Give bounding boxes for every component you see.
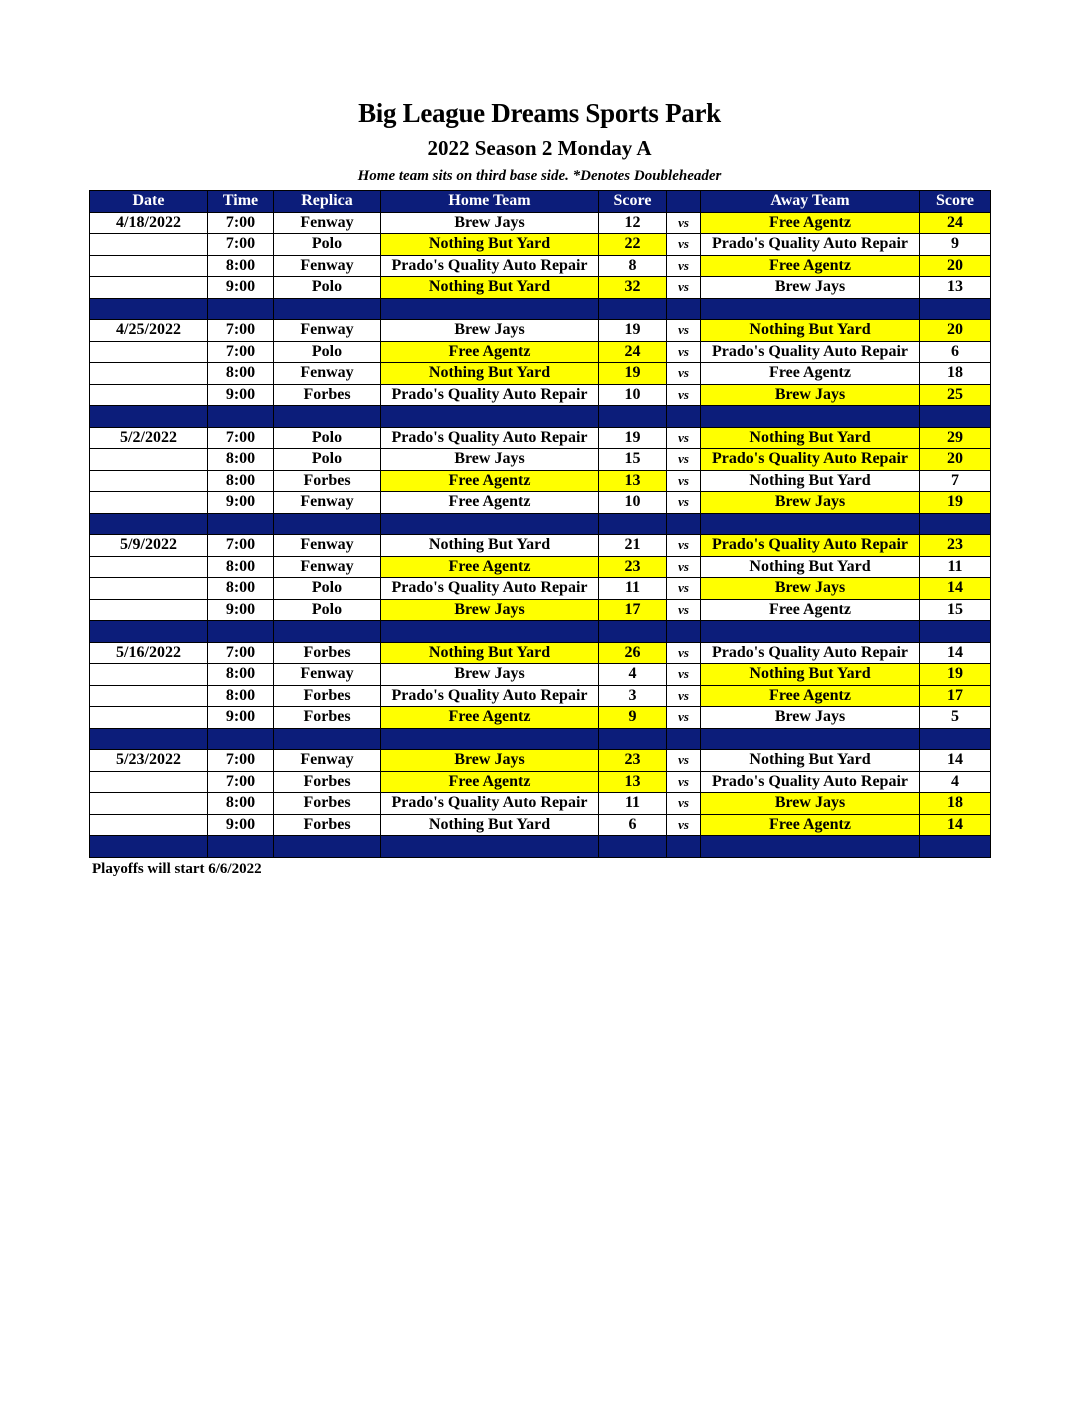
game-time: 7:00 xyxy=(208,535,274,557)
game-row xyxy=(90,320,991,342)
col-header-away-team: Away Team xyxy=(701,191,920,213)
vs-label: vs xyxy=(667,578,701,600)
game-row xyxy=(90,492,991,514)
home-score: 9 xyxy=(599,707,667,729)
away-team: Brew Jays xyxy=(701,492,920,514)
game-field: Polo xyxy=(274,277,381,299)
separator-cell xyxy=(599,621,667,643)
separator-cell xyxy=(90,513,208,535)
separator-cell xyxy=(90,406,208,428)
home-score: 12 xyxy=(599,212,667,234)
home-score: 22 xyxy=(599,234,667,256)
game-date xyxy=(90,255,208,277)
separator-cell xyxy=(274,621,381,643)
game-field: Polo xyxy=(274,234,381,256)
game-time: 9:00 xyxy=(208,814,274,836)
vs-label: vs xyxy=(667,320,701,342)
vs-label: vs xyxy=(667,771,701,793)
home-score: 10 xyxy=(599,384,667,406)
col-header-time: Time xyxy=(208,191,274,213)
game-time: 8:00 xyxy=(208,685,274,707)
separator-cell xyxy=(920,836,991,858)
away-team: Prado's Quality Auto Repair xyxy=(701,642,920,664)
away-team: Prado's Quality Auto Repair xyxy=(701,771,920,793)
separator-cell xyxy=(667,406,701,428)
game-field: Polo xyxy=(274,578,381,600)
col-header-away-score: Score xyxy=(920,191,991,213)
home-score: 19 xyxy=(599,363,667,385)
away-team: Brew Jays xyxy=(701,707,920,729)
away-team: Nothing But Yard xyxy=(701,664,920,686)
game-row xyxy=(90,341,991,363)
separator-cell xyxy=(208,513,274,535)
game-row xyxy=(90,664,991,686)
game-row xyxy=(90,470,991,492)
home-team: Free Agentz xyxy=(381,556,599,578)
vs-label: vs xyxy=(667,212,701,234)
game-time: 9:00 xyxy=(208,384,274,406)
home-score: 19 xyxy=(599,320,667,342)
vs-label: vs xyxy=(667,255,701,277)
home-team: Nothing But Yard xyxy=(381,642,599,664)
away-score: 7 xyxy=(920,470,991,492)
schedule-note: Home team sits on third base side. *Denotes Doubleheader xyxy=(357,168,722,184)
home-score: 10 xyxy=(599,492,667,514)
separator-cell xyxy=(920,298,991,320)
game-time: 8:00 xyxy=(208,578,274,600)
home-score: 26 xyxy=(599,642,667,664)
page-subtitle: 2022 Season 2 Monday A xyxy=(427,136,652,160)
separator-cell xyxy=(208,836,274,858)
game-row xyxy=(90,449,991,471)
home-team: Brew Jays xyxy=(381,750,599,772)
game-field: Forbes xyxy=(274,793,381,815)
game-field: Fenway xyxy=(274,255,381,277)
separator-cell xyxy=(381,406,599,428)
away-team: Prado's Quality Auto Repair xyxy=(701,341,920,363)
home-score: 15 xyxy=(599,449,667,471)
away-team: Brew Jays xyxy=(701,277,920,299)
game-row xyxy=(90,255,991,277)
page-title: Big League Dreams Sports Park xyxy=(358,98,721,128)
vs-label: vs xyxy=(667,384,701,406)
away-team: Brew Jays xyxy=(701,793,920,815)
col-header-home-score: Score xyxy=(599,191,667,213)
home-team: Brew Jays xyxy=(381,599,599,621)
away-team: Nothing But Yard xyxy=(701,750,920,772)
separator-cell xyxy=(920,621,991,643)
game-field: Fenway xyxy=(274,212,381,234)
separator-cell xyxy=(90,298,208,320)
vs-label: vs xyxy=(667,363,701,385)
week-separator xyxy=(90,513,991,535)
home-team: Brew Jays xyxy=(381,320,599,342)
week-separator xyxy=(90,406,991,428)
week-separator xyxy=(90,728,991,750)
game-field: Forbes xyxy=(274,707,381,729)
game-time: 7:00 xyxy=(208,642,274,664)
home-team: Prado's Quality Auto Repair xyxy=(381,793,599,815)
game-row xyxy=(90,384,991,406)
game-field: Fenway xyxy=(274,492,381,514)
game-date: 4/25/2022 xyxy=(90,320,208,342)
away-team: Nothing But Yard xyxy=(701,470,920,492)
home-score: 17 xyxy=(599,599,667,621)
away-score: 5 xyxy=(920,707,991,729)
away-score: 20 xyxy=(920,320,991,342)
home-score: 23 xyxy=(599,556,667,578)
away-team: Free Agentz xyxy=(701,212,920,234)
separator-cell xyxy=(701,836,920,858)
header-row xyxy=(90,191,991,213)
game-date: 5/16/2022 xyxy=(90,642,208,664)
game-date xyxy=(90,664,208,686)
col-header-vs xyxy=(667,191,701,213)
vs-label: vs xyxy=(667,814,701,836)
separator-cell xyxy=(920,406,991,428)
schedule-table xyxy=(89,190,991,858)
away-team: Free Agentz xyxy=(701,255,920,277)
game-row xyxy=(90,707,991,729)
away-team: Nothing But Yard xyxy=(701,427,920,449)
away-score: 13 xyxy=(920,277,991,299)
home-team: Brew Jays xyxy=(381,664,599,686)
home-team: Prado's Quality Auto Repair xyxy=(381,255,599,277)
home-score: 19 xyxy=(599,427,667,449)
home-team: Nothing But Yard xyxy=(381,277,599,299)
separator-cell xyxy=(920,513,991,535)
home-score: 13 xyxy=(599,470,667,492)
separator-cell xyxy=(667,728,701,750)
home-team: Free Agentz xyxy=(381,771,599,793)
game-field: Fenway xyxy=(274,363,381,385)
separator-cell xyxy=(274,728,381,750)
separator-cell xyxy=(208,298,274,320)
game-row xyxy=(90,212,991,234)
game-field: Forbes xyxy=(274,642,381,664)
separator-cell xyxy=(599,513,667,535)
away-team: Brew Jays xyxy=(701,578,920,600)
game-field: Forbes xyxy=(274,685,381,707)
game-row xyxy=(90,556,991,578)
away-team: Prado's Quality Auto Repair xyxy=(701,234,920,256)
away-team: Nothing But Yard xyxy=(701,320,920,342)
separator-cell xyxy=(701,298,920,320)
away-score: 20 xyxy=(920,449,991,471)
game-time: 8:00 xyxy=(208,470,274,492)
away-score: 29 xyxy=(920,427,991,449)
week-separator xyxy=(90,621,991,643)
home-score: 4 xyxy=(599,664,667,686)
separator-cell xyxy=(274,298,381,320)
game-row xyxy=(90,277,991,299)
away-score: 24 xyxy=(920,212,991,234)
separator-cell xyxy=(599,298,667,320)
separator-cell xyxy=(701,728,920,750)
separator-cell xyxy=(381,836,599,858)
away-team: Nothing But Yard xyxy=(701,556,920,578)
separator-cell xyxy=(701,406,920,428)
away-team: Free Agentz xyxy=(701,685,920,707)
home-score: 3 xyxy=(599,685,667,707)
game-time: 9:00 xyxy=(208,707,274,729)
separator-cell xyxy=(920,728,991,750)
home-score: 11 xyxy=(599,578,667,600)
home-score: 8 xyxy=(599,255,667,277)
vs-label: vs xyxy=(667,685,701,707)
game-date xyxy=(90,341,208,363)
away-score: 6 xyxy=(920,341,991,363)
game-row xyxy=(90,599,991,621)
col-header-home-team: Home Team xyxy=(381,191,599,213)
separator-cell xyxy=(90,836,208,858)
vs-label: vs xyxy=(667,535,701,557)
home-team: Prado's Quality Auto Repair xyxy=(381,384,599,406)
separator-cell xyxy=(90,728,208,750)
game-date xyxy=(90,556,208,578)
away-team: Prado's Quality Auto Repair xyxy=(701,449,920,471)
game-field: Forbes xyxy=(274,771,381,793)
away-score: 14 xyxy=(920,750,991,772)
col-header-replica: Replica xyxy=(274,191,381,213)
game-field: Polo xyxy=(274,449,381,471)
game-time: 7:00 xyxy=(208,771,274,793)
game-time: 8:00 xyxy=(208,449,274,471)
home-team: Prado's Quality Auto Repair xyxy=(381,578,599,600)
game-time: 7:00 xyxy=(208,320,274,342)
home-score: 6 xyxy=(599,814,667,836)
away-score: 25 xyxy=(920,384,991,406)
home-team: Free Agentz xyxy=(381,341,599,363)
vs-label: vs xyxy=(667,427,701,449)
away-score: 20 xyxy=(920,255,991,277)
separator-cell xyxy=(381,513,599,535)
home-team: Free Agentz xyxy=(381,707,599,729)
away-score: 19 xyxy=(920,492,991,514)
away-score: 11 xyxy=(920,556,991,578)
home-team: Prado's Quality Auto Repair xyxy=(381,685,599,707)
separator-cell xyxy=(381,621,599,643)
game-row xyxy=(90,750,991,772)
separator-cell xyxy=(381,728,599,750)
home-team: Nothing But Yard xyxy=(381,814,599,836)
away-score: 19 xyxy=(920,664,991,686)
away-score: 17 xyxy=(920,685,991,707)
game-date: 4/18/2022 xyxy=(90,212,208,234)
game-time: 7:00 xyxy=(208,234,274,256)
home-team: Brew Jays xyxy=(381,449,599,471)
game-time: 9:00 xyxy=(208,599,274,621)
away-team: Free Agentz xyxy=(701,599,920,621)
schedule-body xyxy=(90,212,991,857)
game-date xyxy=(90,492,208,514)
away-score: 4 xyxy=(920,771,991,793)
vs-label: vs xyxy=(667,492,701,514)
game-row xyxy=(90,234,991,256)
vs-label: vs xyxy=(667,664,701,686)
vs-label: vs xyxy=(667,470,701,492)
game-date xyxy=(90,578,208,600)
game-field: Fenway xyxy=(274,750,381,772)
separator-cell xyxy=(701,513,920,535)
away-score: 14 xyxy=(920,642,991,664)
away-score: 9 xyxy=(920,234,991,256)
home-score: 24 xyxy=(599,341,667,363)
game-date xyxy=(90,814,208,836)
game-time: 7:00 xyxy=(208,427,274,449)
game-row xyxy=(90,642,991,664)
game-date xyxy=(90,470,208,492)
away-score: 15 xyxy=(920,599,991,621)
week-separator xyxy=(90,298,991,320)
separator-cell xyxy=(667,298,701,320)
game-row xyxy=(90,814,991,836)
game-field: Forbes xyxy=(274,814,381,836)
separator-cell xyxy=(599,836,667,858)
separator-cell xyxy=(90,621,208,643)
game-row xyxy=(90,685,991,707)
game-time: 8:00 xyxy=(208,255,274,277)
game-date xyxy=(90,599,208,621)
vs-label: vs xyxy=(667,599,701,621)
home-team: Free Agentz xyxy=(381,492,599,514)
game-time: 8:00 xyxy=(208,556,274,578)
game-field: Fenway xyxy=(274,535,381,557)
game-field: Polo xyxy=(274,427,381,449)
game-time: 7:00 xyxy=(208,212,274,234)
game-row xyxy=(90,578,991,600)
separator-cell xyxy=(667,513,701,535)
game-date xyxy=(90,685,208,707)
vs-label: vs xyxy=(667,277,701,299)
game-date xyxy=(90,384,208,406)
game-field: Fenway xyxy=(274,556,381,578)
vs-label: vs xyxy=(667,234,701,256)
away-score: 14 xyxy=(920,578,991,600)
home-team: Prado's Quality Auto Repair xyxy=(381,427,599,449)
home-score: 23 xyxy=(599,750,667,772)
game-row xyxy=(90,363,991,385)
col-header-date: Date xyxy=(90,191,208,213)
away-team: Prado's Quality Auto Repair xyxy=(701,535,920,557)
playoffs-note: Playoffs will start 6/6/2022 xyxy=(92,861,262,877)
game-time: 8:00 xyxy=(208,793,274,815)
vs-label: vs xyxy=(667,793,701,815)
separator-cell xyxy=(208,728,274,750)
game-time: 9:00 xyxy=(208,277,274,299)
game-time: 8:00 xyxy=(208,664,274,686)
game-date: 5/23/2022 xyxy=(90,750,208,772)
away-team: Free Agentz xyxy=(701,814,920,836)
game-field: Polo xyxy=(274,341,381,363)
game-row xyxy=(90,793,991,815)
separator-cell xyxy=(667,836,701,858)
home-team: Nothing But Yard xyxy=(381,535,599,557)
home-score: 21 xyxy=(599,535,667,557)
game-date: 5/9/2022 xyxy=(90,535,208,557)
game-field: Forbes xyxy=(274,384,381,406)
game-field: Fenway xyxy=(274,664,381,686)
vs-label: vs xyxy=(667,341,701,363)
game-date xyxy=(90,771,208,793)
away-score: 14 xyxy=(920,814,991,836)
game-time: 7:00 xyxy=(208,750,274,772)
home-score: 13 xyxy=(599,771,667,793)
separator-cell xyxy=(381,298,599,320)
game-date xyxy=(90,793,208,815)
away-team: Free Agentz xyxy=(701,363,920,385)
separator-cell xyxy=(208,621,274,643)
separator-cell xyxy=(274,513,381,535)
game-date xyxy=(90,363,208,385)
vs-label: vs xyxy=(667,750,701,772)
separator-cell xyxy=(274,836,381,858)
vs-label: vs xyxy=(667,707,701,729)
home-team: Free Agentz xyxy=(381,470,599,492)
home-score: 32 xyxy=(599,277,667,299)
game-date xyxy=(90,277,208,299)
game-time: 9:00 xyxy=(208,492,274,514)
vs-label: vs xyxy=(667,449,701,471)
away-score: 23 xyxy=(920,535,991,557)
game-field: Polo xyxy=(274,599,381,621)
separator-cell xyxy=(599,728,667,750)
vs-label: vs xyxy=(667,642,701,664)
away-score: 18 xyxy=(920,363,991,385)
home-team: Brew Jays xyxy=(381,212,599,234)
away-score: 18 xyxy=(920,793,991,815)
home-score: 11 xyxy=(599,793,667,815)
away-team: Brew Jays xyxy=(701,384,920,406)
separator-cell xyxy=(599,406,667,428)
game-row xyxy=(90,427,991,449)
separator-cell xyxy=(274,406,381,428)
game-field: Fenway xyxy=(274,320,381,342)
game-row xyxy=(90,771,991,793)
game-date xyxy=(90,234,208,256)
game-date xyxy=(90,707,208,729)
week-separator xyxy=(90,836,991,858)
separator-cell xyxy=(701,621,920,643)
game-time: 7:00 xyxy=(208,341,274,363)
game-time: 8:00 xyxy=(208,363,274,385)
home-team: Nothing But Yard xyxy=(381,363,599,385)
game-date xyxy=(90,449,208,471)
vs-label: vs xyxy=(667,556,701,578)
separator-cell xyxy=(208,406,274,428)
game-date: 5/2/2022 xyxy=(90,427,208,449)
game-field: Forbes xyxy=(274,470,381,492)
home-team: Nothing But Yard xyxy=(381,234,599,256)
game-row xyxy=(90,535,991,557)
separator-cell xyxy=(667,621,701,643)
